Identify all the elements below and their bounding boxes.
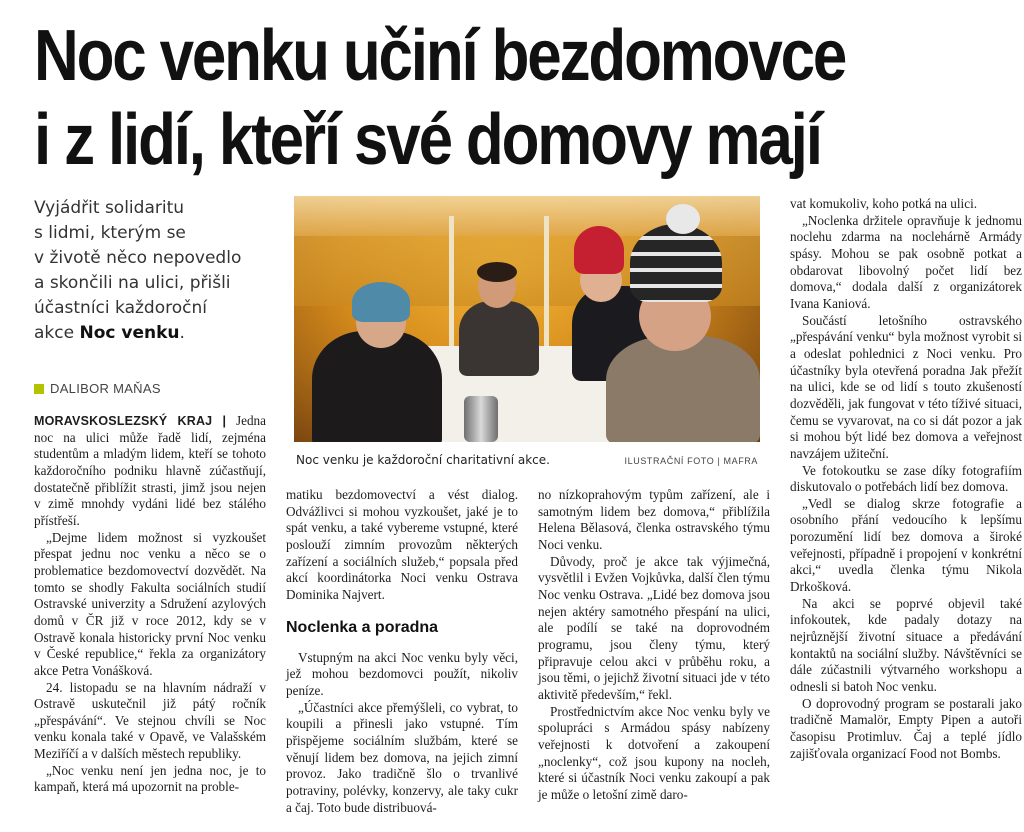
article-paragraph: Prostřednictvím akce Noc venku byly ve spolupráci s Armádou spásy nabízeny veřejnosti k dotvoření a zakoupení „noclenky“, což jsou kupony na nocleh, které si účastník Noci venku zakoupí a pak je může o letošní zimě daro-	[538, 703, 770, 802]
photo-hat	[574, 226, 624, 274]
article-photo	[294, 196, 760, 442]
article-paragraph: O doprovodný program se postarali jako tradičně Mamalör, Empty Pipen a autoři časopisu Protimluv. Čaj a teplé jídlo zajišťovala organizací Food not Bombs.	[790, 695, 1022, 761]
photo-caption: Noc venku je každoroční charitativní akce.	[296, 453, 550, 467]
lead-line: účastníci každoroční	[34, 298, 207, 318]
photo-hair	[477, 262, 517, 282]
photo-person	[606, 336, 760, 442]
lead-text: akce	[34, 323, 80, 343]
photo-credit: ILUSTRAČNÍ FOTO | MAFRA	[624, 456, 758, 466]
headline-line-2: i z lidí, kteří své domovy mají	[34, 100, 821, 180]
article-paragraph: Důvody, proč je akce tak výjimečná, vysvětlil i Evžen Vojkůvka, další člen týmu Noc venku Ostrava. „Lidé bez domova jsou nejen aktéry samotného přespání na ulici, ale podílí se také na doprovodném programu, jsou členy týmu, který připravuje celou akci v průběhu roku, a jsou těmi, o jejichž životní situaci jde v této aktivitě především,“ řekl.	[538, 553, 770, 702]
photo-hat-pompom	[666, 204, 700, 234]
article-column-1	[34, 413, 266, 796]
article-column-3	[538, 487, 770, 803]
photo-hat	[352, 282, 410, 322]
article-paragraph: Na akci se poprvé objevil také infokoutek, kde padaly dotazy na nejrůznější životní situace a předávání kontaktů na sociální služby. Návštěvníci se dále zúčastnili výtvarného workshopu a odnesli si batoh Noc venku.	[790, 595, 1022, 695]
lead-event-name: Noc venku	[79, 323, 180, 343]
photo-thermos	[464, 396, 498, 442]
lead-paragraph	[34, 196, 274, 346]
lead-line: Vyjádřit solidaritu	[34, 198, 185, 218]
lead-line-last	[34, 321, 274, 346]
article-subheading: Noclenka a poradna	[286, 618, 439, 636]
article-column-2	[286, 487, 518, 816]
article-paragraph: „Vedl se dialog skrze fotografie a osobního přání vedoucího k lepšímu porozumění lidí bez domova a široké veřejnosti, případně i propojení v konkrétní akci,“ uvedla členka týmu Nikola Drkošková.	[790, 495, 1022, 595]
photo-person	[459, 301, 539, 376]
article-paragraph: „Noc venku není jen jedna noc, je to kampaň, která má upozornit na proble-	[34, 762, 266, 795]
author-byline	[34, 381, 161, 396]
article-paragraph: „Účastníci akce přemýšleli, co vybrat, to koupili a přinesli jako vstupné. Tím přispějeme sociálním službám, které se věnují lidem bez domova, na jejich zimní provoz. Jako tradičně šlo o trvanlivé potraviny, polévky, konzervy, ale taky cukr a čaj. Toto bude distribuová-	[286, 699, 518, 815]
article-paragraph: Ve fotokoutku se zase díky fotografiím diskutovalo o potřebách lidí bez domova.	[790, 462, 1022, 495]
article-paragraph: matiku bezdomovectví a vést dialog. Odvážlivci si mohou vyzkoušet, jaké je to spát venku, a také vybereme vstupné, které poslouží zimním provozům některých zařízení a sociálních služeb,“ popsala před akcí koordinátorka Noci venku Ostrava Dominika Najvert.	[286, 487, 518, 602]
accent-square-icon	[34, 384, 44, 394]
lead-line: v životě něco nepovedlo	[34, 248, 242, 268]
article-kicker: MORAVSKOSLEZSKÝ KRAJ |	[34, 414, 227, 428]
article-paragraph: Vstupným na akci Noc venku byly věci, jež mohou bezdomovci použít, nikoliv peníze.	[286, 649, 518, 698]
article-paragraph: Součástí letošního ostravského „přespávání venku“ byla možnost vyrobit si a odeslat pohlednici z Noci venku. Pro účastníky byla otevřená poradna Jak přežít na ulici, kde se od lidí s touto zkušeností dozvěděli, jak fungovat v této tíživé situaci, čemu se vyvarovat, na co si dát pozor a jak si mohou být lidé bez domova a veřejnost navzájem užiteční.	[790, 312, 1022, 461]
article-paragraph: 24. listopadu se na hlavním nádraží v Ostravě uskutečnil již pátý ročník „přespávání“. Ve stejnou chvíli se Noc venku konala také v Opavě, ve Valašském Meziříčí a v dalších městech republiky.	[34, 679, 266, 762]
article-paragraph: vat komukoliv, koho potká na ulici.	[790, 196, 978, 211]
headline	[34, 14, 860, 182]
article-paragraph: „Dejme lidem možnost si vyzkoušet přespat jednu noc venku a něco se o problematice bezdomovectví dozvědět. Na tomto se shodly Fakulta sociálních studií Ostravské univerzity a Sdružení azylových domů v ČR již v roce 2012, kdy se v Ostravě konala historicky první Noc venku v České republice,“ řekla za organizátory akce Petra Vonášková.	[34, 529, 266, 678]
article-paragraph: no nízkoprahovým typům zařízení, ale i samotným lidem bez domova,“ přiblížila Helena Bělasová, členka ostravského týmu Noci venku.	[538, 487, 770, 552]
headline-line-1: Noc venku učiní bezdomovce	[34, 16, 846, 96]
article-paragraph	[34, 413, 266, 530]
lead-line: s lidmi, kterým se	[34, 223, 186, 243]
article-text: Jedna noc na ulici může řadě lidí, zejména studentům a mladým lidem, kteří se tohoto každoročního podniku hlavně zúčastňují, dostatečně přiblížit strasti, jimž jsou nejen v zimě mnohdy vydáni lidé bez stálého přístřeší.	[34, 413, 266, 528]
author-name: DALIBOR MAŇAS	[50, 381, 161, 396]
photo-hat	[630, 224, 722, 302]
lead-text: .	[179, 323, 185, 343]
lead-line: a skončili na ulici, přišli	[34, 273, 231, 293]
article-paragraph: „Noclenka držitele opravňuje k jednomu noclehu zdarma na noclehárně Armády spásy. Mohou se pak osobně potkat a obdarovat libovolný počet lidí bez domova,“ dodala další z organizátorek Ivana Kaniová.	[790, 212, 1022, 311]
article-column-4	[790, 196, 1022, 762]
